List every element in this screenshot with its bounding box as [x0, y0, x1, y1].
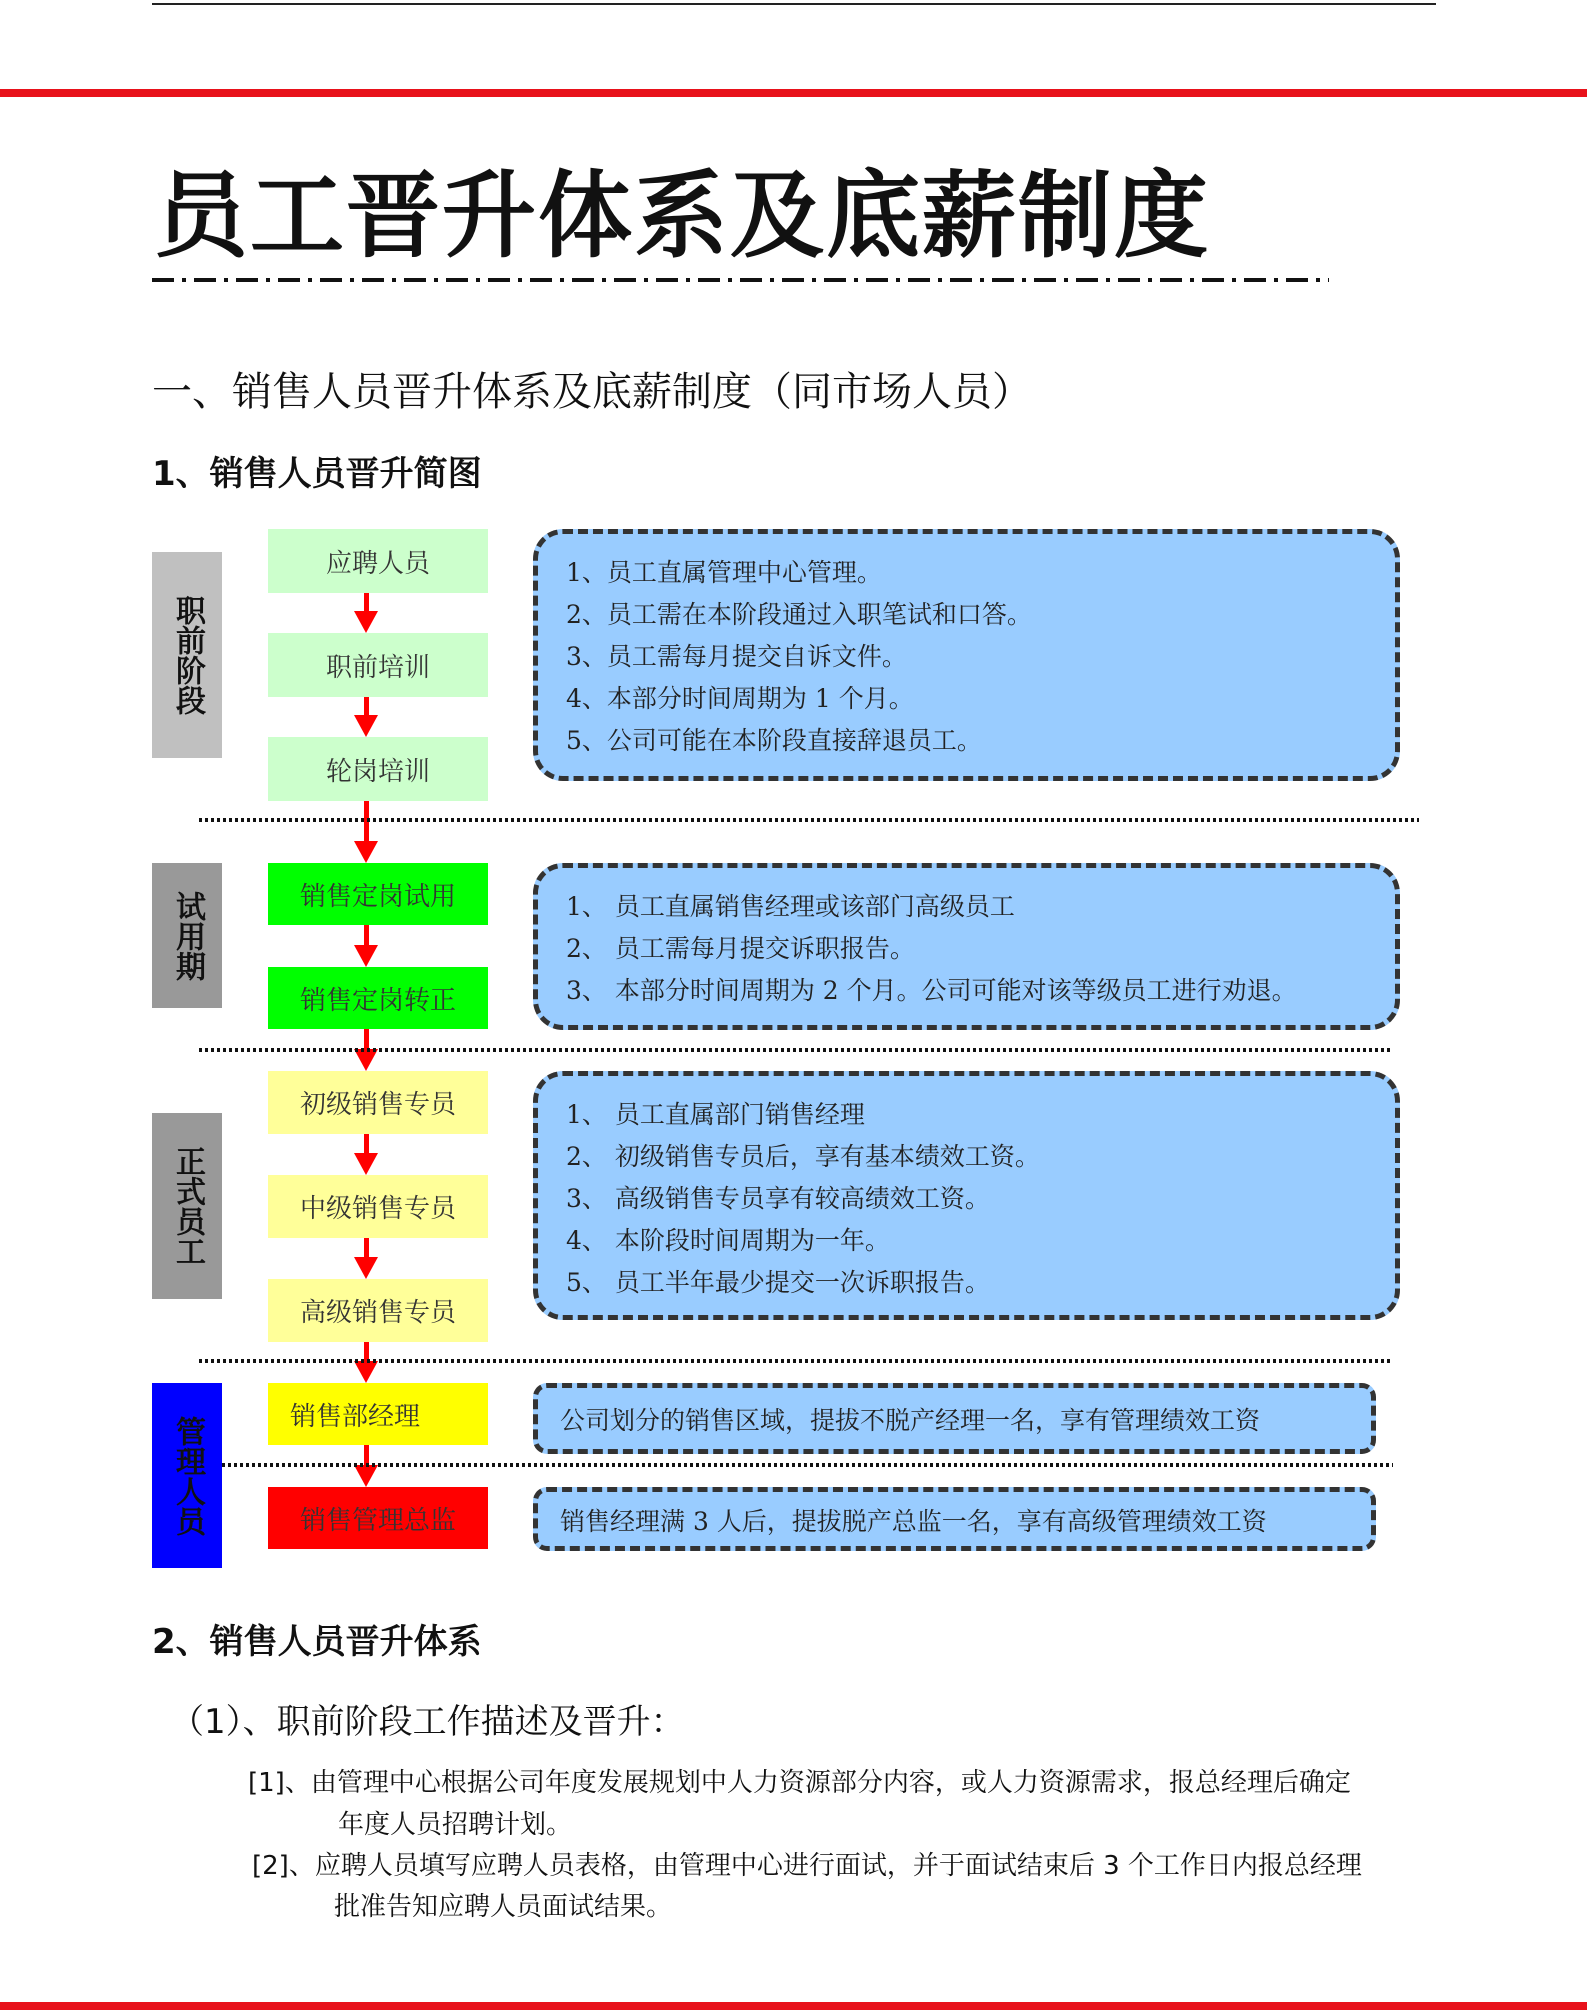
- note-line: 5、 员工半年最少提交一次诉职报告。: [566, 1268, 990, 1297]
- arrow-down-icon: [360, 1238, 372, 1279]
- subheading-promotion-diagram: 1、销售人员晋升简图: [152, 454, 482, 494]
- position-sales-trial: 销售定岗试用: [268, 863, 488, 925]
- note-line: 3、 高级销售专员享有较高绩效工资。: [566, 1184, 990, 1213]
- footer-red-rule: [0, 2002, 1587, 2010]
- top-rule: [152, 3, 1436, 5]
- stage-divider: [222, 1463, 1393, 1467]
- header-red-rule: [0, 89, 1587, 97]
- paragraph-2-line-2: 批准告知应聘人员面试结果。: [334, 1892, 673, 1922]
- note-line: 1、 员工直属销售经理或该部门高级员工: [566, 892, 1015, 921]
- stage-divider: [199, 818, 1419, 822]
- paragraph-2-line-1: [2]、应聘人员填写应聘人员表格，由管理中心进行面试，并于面试结束后 3 个工作日内报总经理: [252, 1851, 1362, 1881]
- subheading-pre-job-stage: （1）、职前阶段工作描述及晋升：: [170, 1702, 685, 1742]
- page-title: 员工晋升体系及底薪制度: [154, 162, 1211, 271]
- arrow-down-icon: [360, 1134, 372, 1175]
- position-mid-sales: 中级销售专员: [268, 1175, 488, 1238]
- note-line: 5、公司可能在本阶段直接辞退员工。: [566, 726, 982, 755]
- note-line: 4、 本阶段时间周期为一年。: [566, 1226, 890, 1255]
- note-line: 3、员工需每月提交自诉文件。: [566, 642, 907, 671]
- notes-pre-job: [533, 529, 1400, 781]
- stage-label-text: 试用期: [170, 890, 205, 981]
- arrow-down-icon: [360, 925, 372, 967]
- notes-manager: 公司划分的销售区域，提拔不脱产经理一名，享有管理绩效工资: [533, 1383, 1376, 1454]
- position-rotation-training: 轮岗培训: [268, 737, 488, 801]
- note-line: 2、 初级销售专员后，享有基本绩效工资。: [566, 1142, 1040, 1171]
- stage-divider: [199, 1048, 1393, 1052]
- note-line: 2、员工需在本阶段通过入职笔试和口答。: [566, 600, 1032, 629]
- position-sales-director: 销售管理总监: [268, 1487, 488, 1549]
- position-sales-manager: 销售部经理: [268, 1383, 488, 1445]
- title-dash-dot-rule: [152, 278, 1329, 282]
- notes-trial: [533, 863, 1400, 1030]
- stage-divider: [199, 1359, 1393, 1363]
- stage-label-pre-job: [152, 552, 222, 758]
- arrow-down-icon: [360, 801, 372, 863]
- paragraph-1-line-2: 年度人员招聘计划。: [338, 1810, 573, 1840]
- position-junior-sales: 初级销售专员: [268, 1071, 488, 1134]
- section-heading-1: 一、销售人员晋升体系及底薪制度（同市场人员）: [152, 369, 1032, 415]
- position-applicant: 应聘人员: [268, 529, 488, 593]
- note-line: 1、 员工直属部门销售经理: [566, 1100, 865, 1129]
- arrow-down-icon: [360, 697, 372, 737]
- note-line: 4、本部分时间周期为 1 个月。: [566, 684, 914, 713]
- subheading-promotion-system: 2、销售人员晋升体系: [152, 1622, 482, 1662]
- stage-label-trial: [152, 863, 222, 1008]
- stage-label-text: 管理人员: [170, 1415, 205, 1536]
- stage-label-text: 职前阶段: [170, 595, 205, 715]
- note-line: 3、 本部分时间周期为 2 个月。公司可能对该等级员工进行劝退。: [566, 976, 1297, 1005]
- stage-label-text: 正式员工: [170, 1146, 205, 1266]
- position-sales-regular: 销售定岗转正: [268, 967, 488, 1029]
- stage-label-management: [152, 1383, 222, 1568]
- stage-label-formal: [152, 1113, 222, 1299]
- note-line: 1、员工直属管理中心管理。: [566, 558, 882, 587]
- arrow-down-icon: [360, 593, 372, 633]
- notes-director: 销售经理满 3 人后，提拔脱产总监一名，享有高级管理绩效工资: [533, 1487, 1376, 1551]
- position-senior-sales: 高级销售专员: [268, 1279, 488, 1342]
- note-line: 2、 员工需每月提交诉职报告。: [566, 934, 915, 963]
- notes-formal: [533, 1071, 1400, 1320]
- position-pre-job-training: 职前培训: [268, 633, 488, 697]
- paragraph-1-line-1: [1]、由管理中心根据公司年度发展规划中人力资源部分内容，或人力资源需求，报总经理后确定: [248, 1768, 1351, 1798]
